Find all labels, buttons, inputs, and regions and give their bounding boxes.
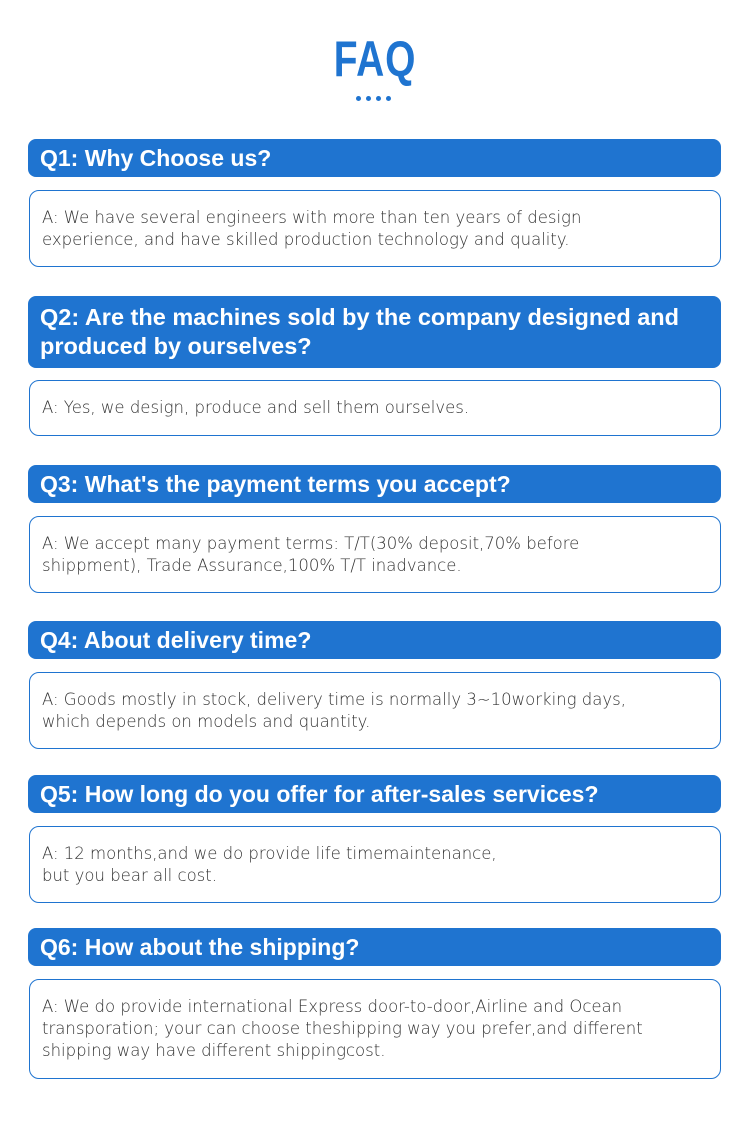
answer-5-text: A: 12 months,and we do provide life timemaintenance, but you bear all cost. [42,843,497,885]
dot [386,96,391,101]
question-4-text: Q4: About delivery time? [40,626,312,653]
answer-3-text: A: We accept many payment terms: T/T(30% deposit,70% before shippment), Trade Assurance,100% T/T inadvance. [42,533,580,575]
question-3 [28,465,721,503]
answer-4 [29,672,721,749]
title-decoration-dots [356,96,391,101]
answer-2 [29,380,721,436]
question-5-text: Q5: How long do you offer for after-sales services? [40,780,599,807]
dot [366,96,371,101]
question-6-text: Q6: How about the shipping? [40,933,360,960]
question-2-text: Q2: Are the machines sold by the company designed and produced by ourselves? [40,304,679,359]
question-3-text: Q3: What's the payment terms you accept? [40,470,511,497]
question-2 [28,296,721,368]
answer-3 [29,516,721,593]
question-1 [28,139,721,177]
dot [376,96,381,101]
dot [356,96,361,101]
answer-6 [29,979,721,1079]
answer-5 [29,826,721,903]
answer-4-text: A: Goods mostly in stock, delivery time is normally 3~10working days, which depends on models and quantity. [42,689,626,731]
answer-1-text: A: We have several engineers with more than ten years of design experience, and have skilled production technology and quality. [42,207,582,249]
question-1-text: Q1: Why Choose us? [40,144,272,171]
question-5 [28,775,721,813]
answer-6-text: A: We do provide international Express door-to-door,Airline and Ocean transporation; your can choose theshipping way you prefer,and different shipping way have different shippingcost. [42,997,643,1060]
answer-1 [29,190,721,267]
page-title: FAQ [333,31,417,87]
answer-2-text: A: Yes, we design, produce and sell them ourselves. [42,398,470,417]
question-4 [28,621,721,659]
question-6 [28,928,721,966]
